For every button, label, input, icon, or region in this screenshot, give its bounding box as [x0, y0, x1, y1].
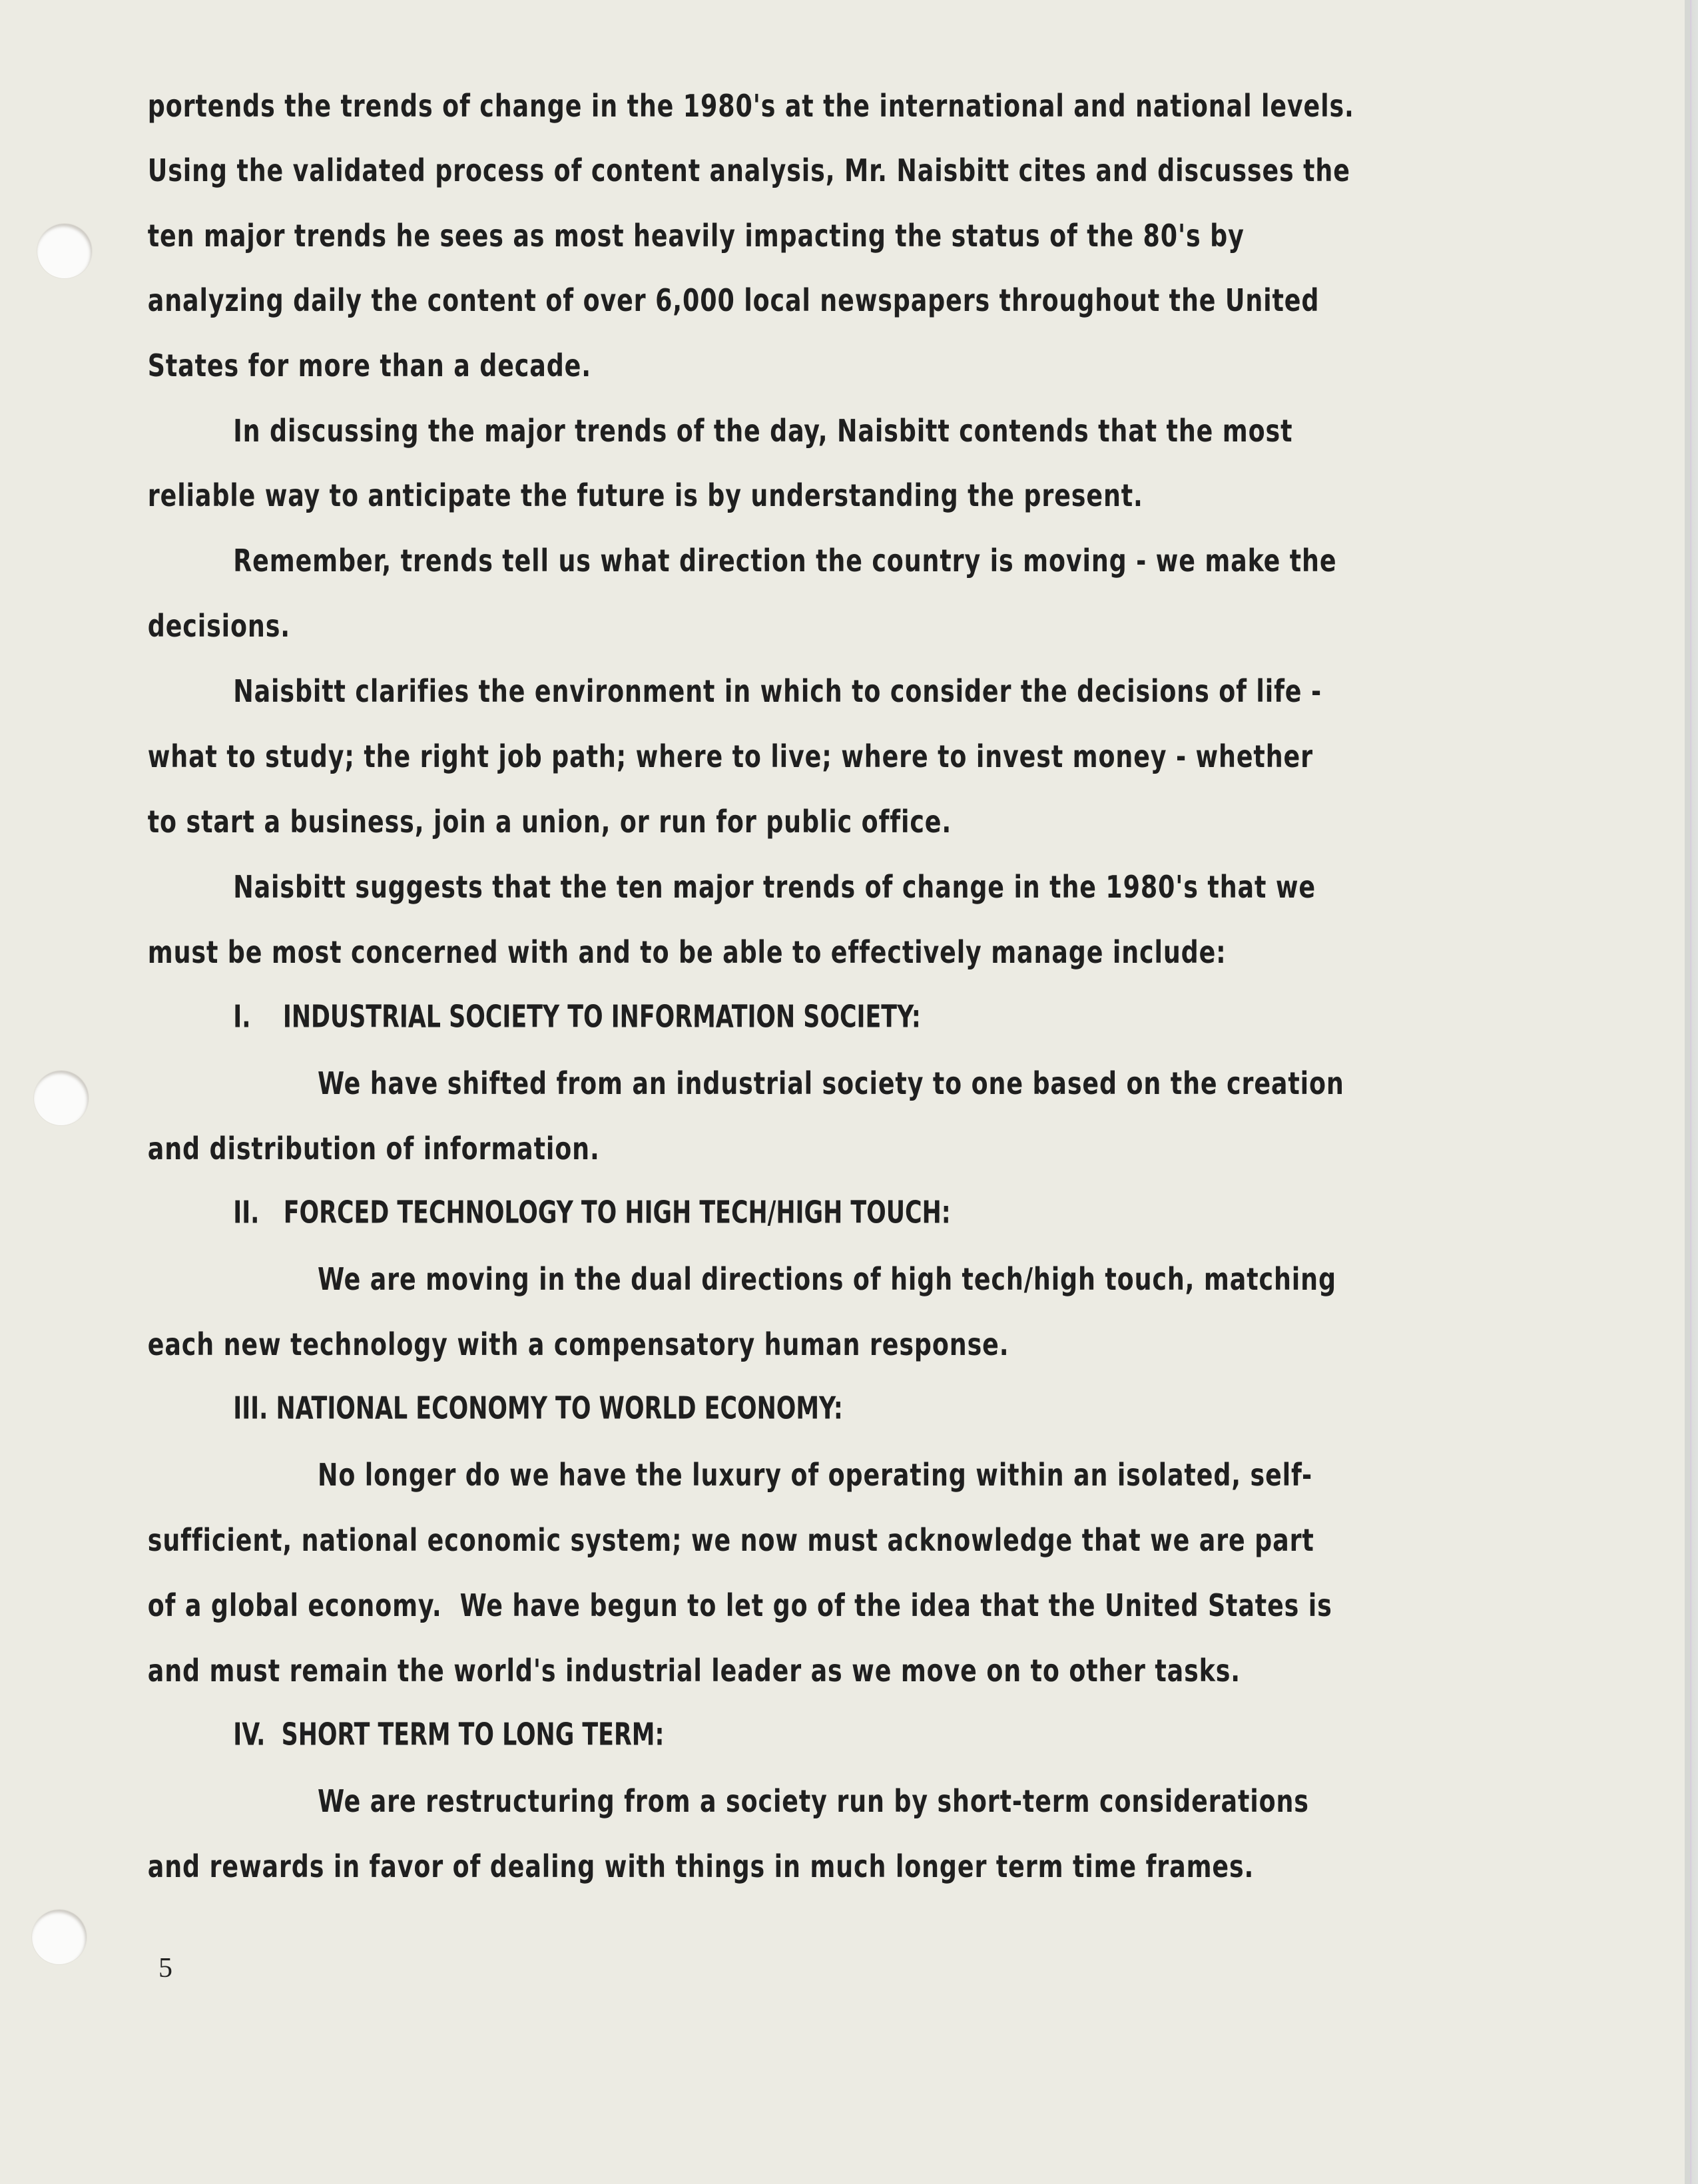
binder-hole-middle	[34, 1071, 89, 1125]
text-line: and must remain the world's industrial leader as we move on to other tasks.	[147, 1653, 1241, 1689]
text-line: ten major trends he sees as most heavily impacting the status of the 80's by	[147, 218, 1245, 254]
text-line: In discussing the major trends of the day, Naisbitt contends that the most	[233, 413, 1293, 449]
text-line: We are moving in the dual directions of high tech/high touch, matching	[317, 1261, 1336, 1297]
text-line: decisions.	[147, 608, 291, 644]
text-line: of a global economy. We have begun to let go of the idea that the United States is	[147, 1587, 1332, 1623]
text-line: Using the validated process of content analysis, Mr. Naisbitt cites and discusses the	[147, 152, 1350, 188]
binder-hole-bottom	[32, 1910, 87, 1964]
text-line: We have shifted from an industrial society to one based on the creation	[317, 1065, 1344, 1101]
text-line: Naisbitt suggests that the ten major trends of change in the 1980's that we	[233, 869, 1316, 905]
section-heading-4: IV. SHORT TERM TO LONG TERM:	[233, 1717, 665, 1753]
text-line: to start a business, join a union, or run for public office.	[147, 804, 952, 840]
page-edge	[1685, 0, 1698, 2184]
text-line: must be most concerned with and to be able to effectively manage include:	[147, 934, 1227, 970]
text-line: analyzing daily the content of over 6,000 local newspapers throughout the United	[147, 282, 1320, 318]
section-heading-3: III. NATIONAL ECONOMY TO WORLD ECONOMY:	[233, 1390, 843, 1427]
text-line: reliable way to anticipate the future is by understanding the present.	[147, 477, 1143, 513]
section-heading-2: II. FORCED TECHNOLOGY TO HIGH TECH/HIGH TOUCH:	[233, 1195, 951, 1231]
text-line: Remember, trends tell us what direction the country is moving - we make the	[233, 543, 1337, 579]
text-line: No longer do we have the luxury of operating within an isolated, self-	[317, 1457, 1313, 1493]
text-line: each new technology with a compensatory human response.	[147, 1326, 1009, 1362]
binder-hole-top	[37, 224, 92, 278]
text-line: and rewards in favor of dealing with things in much longer term time frames.	[147, 1848, 1255, 1884]
text-line: sufficient, national economic system; we now must acknowledge that we are part	[147, 1522, 1314, 1558]
text-line: Naisbitt clarifies the environment in which to consider the decisions of life -	[233, 673, 1322, 709]
text-line: and distribution of information.	[147, 1131, 600, 1167]
section-heading-1: I. INDUSTRIAL SOCIETY TO INFORMATION SOCIETY:	[233, 999, 921, 1035]
text-line: We are restructuring from a society run by short-term considerations	[317, 1783, 1309, 1819]
text-line: what to study; the right job path; where to live; where to invest money - whether	[147, 738, 1313, 774]
page-number: 5	[158, 1953, 172, 1984]
text-line: portends the trends of change in the 1980's at the international and national levels.	[147, 88, 1354, 124]
text-line: States for more than a decade.	[147, 348, 591, 384]
